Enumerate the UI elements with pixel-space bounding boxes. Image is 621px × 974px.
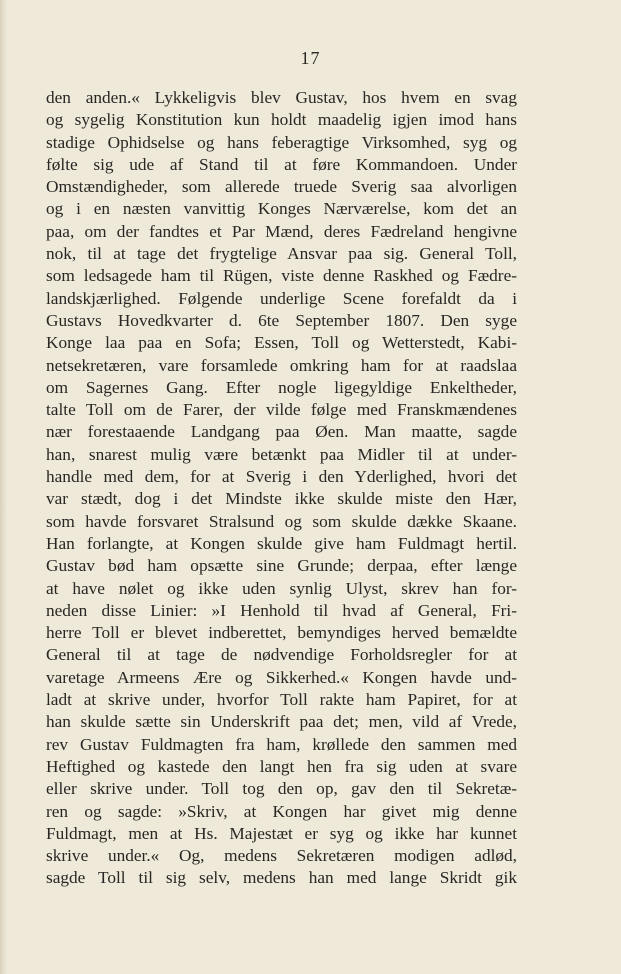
body-text xyxy=(46,87,517,890)
text-line: nær forestaaende Landgang paa Øen. Man maatte, sagde xyxy=(46,422,517,442)
text-line: som ledsagede ham til Rügen, viste denne Raskhed og Fædre- xyxy=(46,266,517,286)
page-number: 17 xyxy=(300,48,321,68)
text-line: herre Toll er blevet indberettet, bemyndiges herved bemældte xyxy=(46,623,517,643)
text-line: eller skrive under. Toll tog den op, gav den til Sekretæ- xyxy=(46,779,517,799)
text-line: den anden.« Lykkeligvis blev Gustav, hos hvem en svag xyxy=(46,88,517,107)
text-line: ladt at skrive under, hvorfor Toll rakte ham Papiret, for at xyxy=(46,690,517,710)
text-line: ren og sagde: »Skriv, at Kongen har givet mig denne xyxy=(46,801,517,821)
text-line: landskjærlighed. Følgende underlige Scene forefaldt da i xyxy=(46,288,517,308)
text-line: talte Toll om de Farer, der vilde følge med Franskmændenes xyxy=(46,400,517,420)
text-line: Gustav bød ham opsætte sine Grunde; derpaa, efter længe xyxy=(46,556,517,576)
text-line: om Sagernes Gang. Efter nogle ligegyldige Enkeltheder, xyxy=(46,377,517,397)
text-line: Omstændigheder, som allerede truede Sverig saa alvorligen xyxy=(46,177,517,197)
text-line: Konge laa paa en Sofa; Essen, Toll og Wetterstedt, Kabi- xyxy=(46,333,517,353)
text-line: var stædt, dog i det Mindste ikke skulde miste den Hær, xyxy=(46,489,517,509)
text-line: nok, til at tage det frygtelige Ansvar paa sig. General Toll, xyxy=(46,244,517,264)
text-line: og sygelig Konstitution kun holdt maadelig igjen imod hans xyxy=(46,110,517,130)
text-line: han, snarest mulig være betænkt paa Midler til at under- xyxy=(46,444,517,464)
text-line: netsekretæren, vare forsamlede omkring ham for at raadslaa xyxy=(46,355,517,375)
page-binding-edge xyxy=(0,0,7,974)
text-line: stadige Ophidselse og hans feberagtige Virksomhed, syg og xyxy=(46,132,517,152)
text-line: og i en næsten vanvittig Konges Nærværelse, kom det an xyxy=(46,199,517,219)
text-line: varetage Armeens Ære og Sikkerhed.« Kongen havde und- xyxy=(46,667,517,687)
text-line: sagde Toll til sig selv, medens han med lange Skridt gik xyxy=(46,868,517,888)
text-line: at have nølet og ikke uden synlig Ulyst, skrev han for- xyxy=(46,578,517,598)
text-line: følte sig ude af Stand til at føre Kommandoen. Under xyxy=(46,154,517,174)
text-line: som havde forsvaret Stralsund og som skulde dække Skaane. xyxy=(46,511,517,531)
text-line: rev Gustav Fuldmagten fra ham, krøllede den sammen med xyxy=(46,734,517,754)
text-line: skrive under.« Og, medens Sekretæren modigen adlød, xyxy=(46,846,517,866)
text-line: neden disse Linier: »I Henhold til hvad af General, Fri- xyxy=(46,600,517,620)
text-line: han skulde sætte sin Underskrift paa det; men, vild af Vrede, xyxy=(46,712,517,732)
text-line: Gustavs Hovedkvarter d. 6te September 1807. Den syge xyxy=(46,310,517,330)
text-line: Han forlangte, at Kongen skulde give ham Fuldmagt hertil. xyxy=(46,533,517,553)
text-line: General til at tage de nødvendige Forholdsregler for at xyxy=(46,645,517,665)
text-line: Fuldmagt, men at Hs. Majestæt er syg og ikke har kunnet xyxy=(46,823,517,843)
text-line: paa, om der fandtes et Par Mænd, deres Fædreland hengivne xyxy=(46,221,517,241)
text-line: Heftighed og kastede den langt hen fra sig uden at svare xyxy=(46,756,517,776)
text-line: handle med dem, for at Sverig i den Yderlighed, hvori det xyxy=(46,467,517,487)
